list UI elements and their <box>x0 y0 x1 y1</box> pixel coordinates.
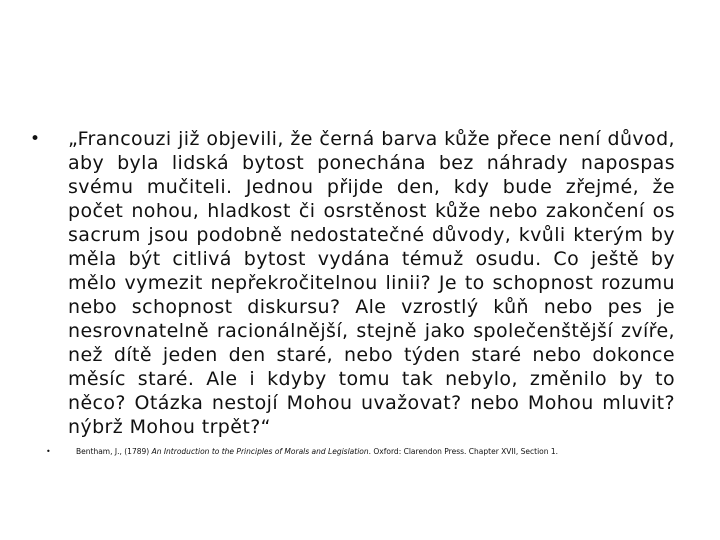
bentham-quote: „Francouzi již objevili, že černá barva kůže přece není důvod, aby byla lidská bytost ponechána bez náhrady napospas svému mučiteli. Jednou přijde den, kdy bude zřejmé, že počet nohou, hladkost či osrstěnost kůže nebo zakončení os sacrum jsou podobně nedostatečné důvody, kvůli kterým by měla být citlivá bytost vydána témuž osudu. Co ještě by mělo vymezit nepřekročitelnou linii? Je to schopnost rozumu nebo schopnost diskursu? Ale vzrostlý kůň nebo pes je nesrovnatelně racionálnější, stejně jako společenštější zvíře, než dítě jeden den staré, nebo týden staré nebo dokonce měsíc staré. Ale i kdyby tomu tak nebylo, změnilo by to něco? Otázka nestojí Mohou uvažovat? nebo Mohou mluvit? nýbrž Mohou trpět?“ <box>68 128 675 438</box>
citation-text <box>76 446 686 458</box>
citation-publisher: . Oxford: Clarendon Press. Chapter XVII, Section 1. <box>368 447 559 456</box>
citation-bullet-icon: • <box>46 447 51 456</box>
citation-title: An Introduction to the Principles of Morals and Legislation <box>151 447 369 456</box>
citation-row <box>46 446 686 458</box>
quote-bullet <box>30 127 675 439</box>
citation-author: Bentham, J., (1789) <box>76 447 152 456</box>
bullet-point-icon: • <box>30 129 41 149</box>
quote-bullet-row <box>30 127 675 439</box>
citation-bullet <box>46 446 686 458</box>
